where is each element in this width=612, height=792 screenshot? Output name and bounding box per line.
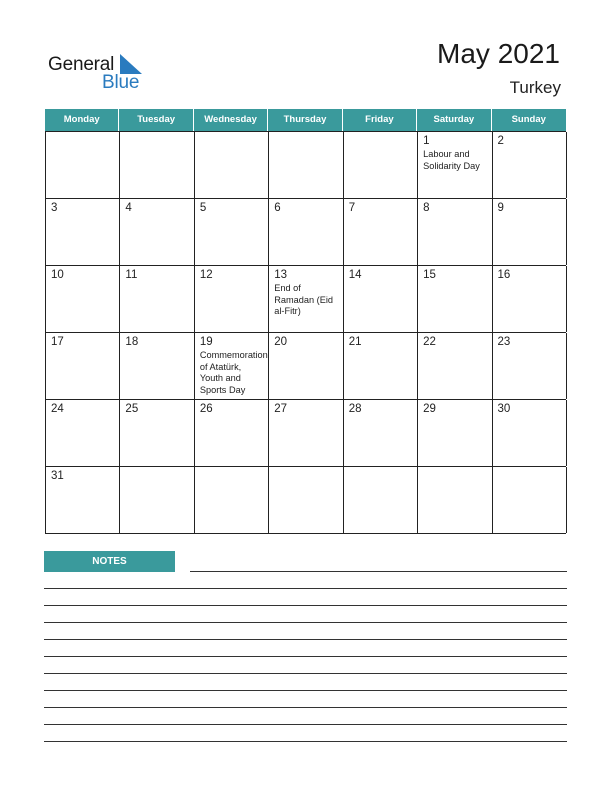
notes-line (44, 673, 567, 674)
logo-text-general: General (48, 54, 115, 75)
holiday-label: End of Ramadan (Eid al-Fitr) (274, 283, 333, 316)
day-number: 8 (423, 202, 430, 214)
day-cell (493, 132, 567, 198)
day-cell (46, 467, 120, 533)
day-cell (344, 132, 418, 198)
calendar-week (46, 266, 566, 333)
day-cell (120, 132, 194, 198)
day-cell (269, 467, 343, 533)
calendar-country: Turkey (509, 78, 561, 97)
day-number: 6 (274, 202, 281, 214)
notes-line (44, 707, 567, 708)
day-number: 16 (497, 269, 511, 281)
day-number: 31 (51, 470, 64, 482)
calendar-week (46, 333, 566, 400)
day-number: 12 (199, 269, 213, 281)
day-number: 11 (125, 269, 138, 281)
day-number: 9 (497, 202, 504, 214)
day-cell (493, 266, 567, 332)
day-number: 17 (51, 336, 64, 348)
notes-label: NOTES (44, 551, 175, 572)
day-cell (493, 400, 567, 466)
day-number: 27 (274, 403, 288, 415)
day-number: 7 (348, 202, 356, 214)
calendar-week (46, 131, 566, 199)
day-cell (418, 467, 492, 533)
day-cell (418, 333, 492, 399)
day-number: 28 (348, 403, 362, 415)
calendar-body (45, 131, 566, 534)
day-cell (344, 400, 418, 466)
weekday-monday: Monday (45, 109, 119, 131)
day-cell (195, 333, 269, 399)
day-cell (195, 467, 269, 533)
weekday-friday: Friday (343, 109, 417, 131)
day-number: 10 (51, 269, 64, 281)
day-cell (269, 333, 343, 399)
day-cell (120, 467, 194, 533)
day-cell (493, 467, 567, 533)
day-cell (195, 266, 269, 332)
calendar-grid (45, 109, 566, 534)
day-cell (195, 132, 269, 198)
day-cell (269, 199, 343, 265)
day-cell (344, 333, 418, 399)
holiday-label: Labour and Solidarity Day (423, 149, 480, 171)
day-cell (46, 333, 120, 399)
day-cell (344, 467, 418, 533)
day-cell (46, 266, 120, 332)
day-cell (344, 266, 418, 332)
day-number: 4 (125, 202, 132, 214)
weekday-wednesday: Wednesday (194, 109, 268, 131)
day-number: 1 (423, 135, 430, 147)
logo-triangle-icon (120, 54, 142, 74)
day-cell (46, 400, 120, 466)
day-cell (493, 199, 567, 265)
day-number: 25 (125, 403, 139, 415)
day-number: 24 (51, 403, 64, 415)
day-cell (418, 266, 492, 332)
day-number: 15 (423, 269, 436, 281)
day-cell (344, 199, 418, 265)
day-number: 5 (199, 202, 207, 214)
day-cell (418, 132, 492, 198)
weekday-tuesday: Tuesday (119, 109, 193, 131)
weekday-header (45, 109, 566, 131)
logo-text-blue: Blue (102, 72, 140, 93)
calendar-week (46, 199, 566, 266)
day-number: 14 (348, 269, 362, 281)
day-cell (120, 266, 194, 332)
day-cell (269, 266, 343, 332)
day-number: 30 (497, 403, 511, 415)
notes-line (44, 690, 567, 691)
day-cell (120, 199, 194, 265)
calendar-week (46, 467, 566, 534)
day-cell (46, 132, 120, 198)
notes-line (44, 639, 567, 640)
weekday-thursday: Thursday (268, 109, 342, 131)
notes-line (190, 571, 567, 572)
day-cell (120, 333, 194, 399)
weekday-saturday: Saturday (417, 109, 491, 131)
day-cell (46, 199, 120, 265)
calendar-week (46, 400, 566, 467)
day-number: 19 (199, 336, 213, 348)
day-cell (493, 333, 567, 399)
day-cell (195, 400, 269, 466)
day-cell (418, 199, 492, 265)
day-number: 2 (497, 135, 504, 147)
day-cell (269, 400, 343, 466)
general-blue-logo (48, 52, 158, 92)
day-number: 29 (423, 403, 436, 415)
day-cell (120, 400, 194, 466)
day-cell (269, 132, 343, 198)
notes-line (44, 656, 567, 657)
notes-line (44, 622, 567, 623)
holiday-label: Commemoration of Atatürk, Youth and Sports Day (199, 350, 268, 395)
notes-line (44, 605, 567, 606)
day-number: 20 (274, 336, 288, 348)
day-number: 3 (51, 202, 58, 214)
day-number: 22 (423, 336, 436, 348)
day-number: 18 (125, 336, 139, 348)
weekday-sunday: Sunday (511, 114, 546, 125)
calendar-title: May 2021 (437, 38, 560, 69)
day-number: 13 (274, 269, 288, 281)
notes-line (44, 588, 567, 589)
day-number: 21 (348, 336, 362, 348)
day-number: 26 (199, 403, 213, 415)
day-cell (195, 199, 269, 265)
day-cell (418, 400, 492, 466)
notes-line (44, 741, 567, 742)
day-number: 23 (497, 336, 511, 348)
notes-line (44, 724, 567, 725)
